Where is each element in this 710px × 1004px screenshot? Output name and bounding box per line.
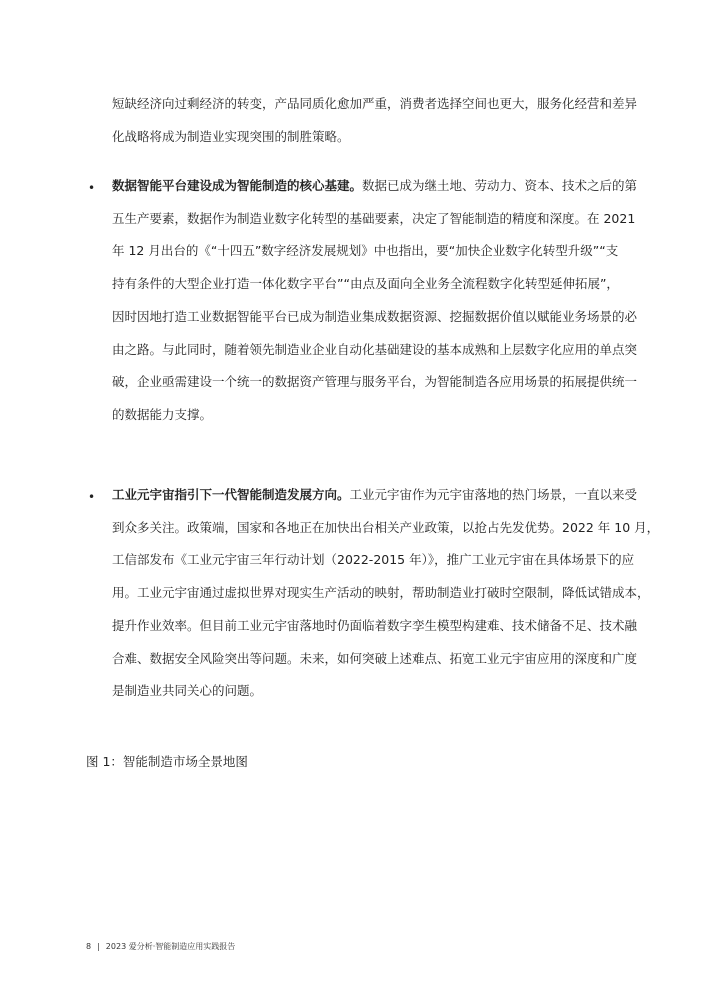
page-number: 8 [86,942,92,951]
bullet-1-line-1 [112,170,638,203]
intro-paragraph [112,88,638,153]
bullet-2-line-3: 工信部发布《工业元宇宙三年行动计划（2022-2015 年）》，推广工业元宇宙在具体场景下的应 [112,552,635,568]
bullet-1-line-4: 持有条件的大型企业打造一体化数字平台”“由点及面向全业务全流程数字化转型延伸拓展”， [112,276,619,292]
bullet-1-line-5: 因时因地打造工业数据智能平台已成为制造业集成数据资源、挖掘数据价值以赋能业务场景的必 [112,308,638,324]
bullet-paragraph-industrial-metaverse [112,479,660,708]
bullet-1-line-3: 年 12 月出台的《“十四五”数字经济发展规划》中也指出，要“加快企业数字化转型升级”“支 [112,243,619,259]
report-title: 2023 爱分析·智能制造应用实践报告 [105,942,236,951]
bullet-2-line-6: 合难、数据安全风险突出等问题。未来，如何突破上述难点、拓宽工业元宇宙应用的深度和广度 [112,650,638,666]
figure-caption: 图 1：智能制造市场全景地图 [86,754,248,769]
bullet-2-bold-lead: 工业元宇宙指引下一代智能制造发展方向。 [112,487,350,502]
bullet-2-line-2: 到众多关注。政策端，国家和各地正在加快出台相关产业政策，以抢占先发优势。2022 年 10 月， [112,519,660,535]
bullet-marker-1: • [88,181,96,195]
bullet-1-line-8: 的数据能力支撑。 [112,406,213,422]
footer-separator: | [97,942,100,951]
bullet-2-line-4: 用。工业元宇宙通过虚拟世界对现实生产活动的映射，帮助制造业打破时空限制，降低试错成本， [112,585,650,601]
bullet-1-line-2: 五生产要素，数据作为制造业数字化转型的基础要素，决定了智能制造的精度和深度。在 2021 [112,210,636,226]
bullet-2-line-1 [112,479,638,512]
intro-line-2: 化战略将成为制造业实现突围的制胜策略。 [112,128,350,144]
bullet-1-line-6: 由之路。与此同时，随着领先制造业企业自动化基础建设的基本成熟和上层数字化应用的单点突 [112,341,638,357]
bullet-2-line-5: 提升作业效率。但目前工业元宇宙落地时仍面临着数字孪生模型构建难、技术储备不足、技术融 [112,617,638,633]
bullet-2-line-7: 是制造业共同关心的问题。 [112,683,263,699]
bullet-2-first-rest: 工业元宇宙作为元宇宙落地的热门场景，一直以来受 [349,487,638,502]
bullet-paragraph-data-platform [112,170,638,432]
bullet-marker-2: • [88,490,96,504]
bullet-1-line-7: 破，企业亟需建设一个统一的数据资产管理与服务平台，为智能制造各应用场景的拓展提供统一 [112,374,638,390]
page-footer [86,942,235,952]
bullet-1-first-rest: 数据已成为继土地、劳动力、资本、技术之后的第 [362,178,638,193]
intro-line-1: 短缺经济向过剩经济的转变，产品同质化愈加严重，消费者选择空间也更大，服务化经营和差异 [112,96,638,111]
bullet-1-bold-lead: 数据智能平台建设成为智能制造的核心基建。 [112,178,363,193]
